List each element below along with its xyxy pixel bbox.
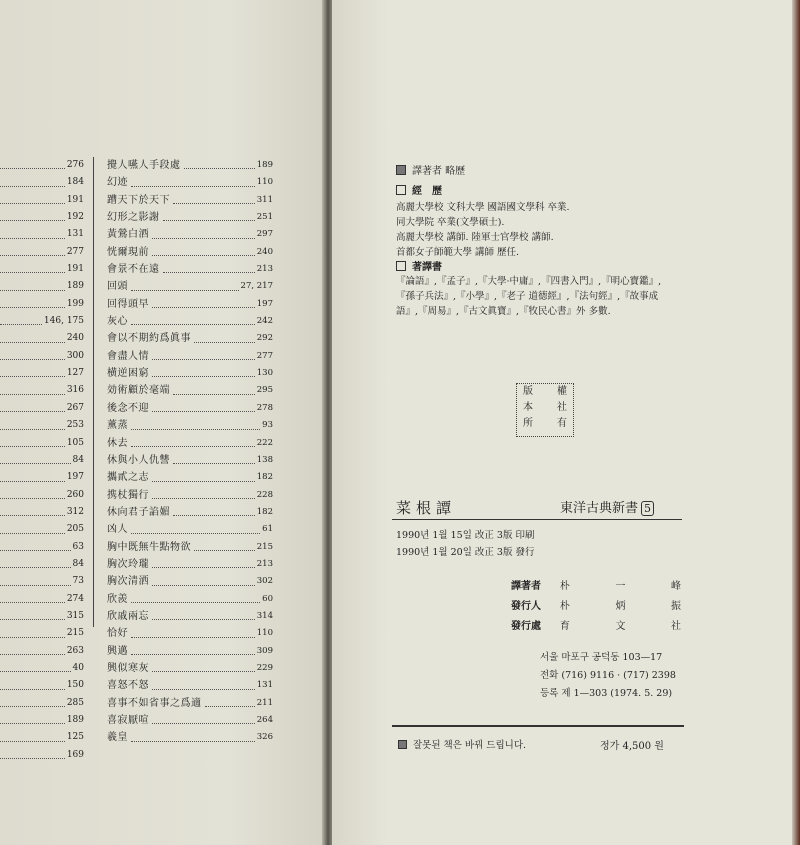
series-name: 東洋古典新書 5 bbox=[560, 497, 654, 516]
index-row bbox=[0, 417, 84, 434]
price: 정가 4,500 원 bbox=[600, 741, 664, 752]
leader-dots bbox=[131, 428, 260, 430]
index-page-number: 184 bbox=[66, 177, 84, 188]
index-page-number: 285 bbox=[66, 697, 84, 708]
works-line: 『孫子兵法』,『小學』,『老子 道德經』,『法句經』,『故事成 bbox=[396, 291, 659, 302]
index-row bbox=[107, 660, 273, 677]
leader-dots bbox=[0, 167, 65, 169]
index-row bbox=[107, 382, 273, 399]
index-row bbox=[107, 608, 273, 625]
index-row bbox=[107, 573, 273, 590]
index-entry-title: 胸次清洒 bbox=[107, 576, 149, 588]
index-page-number: 316 bbox=[66, 385, 84, 396]
index-entry-page: 131 bbox=[256, 680, 273, 691]
index-page-number: 312 bbox=[66, 506, 84, 517]
index-row bbox=[0, 435, 84, 452]
index-row bbox=[0, 330, 84, 347]
index-row bbox=[0, 695, 84, 712]
index-entry-page: 189 bbox=[256, 160, 273, 170]
index-entry-page: 229 bbox=[256, 662, 273, 673]
index-page-number: 84 bbox=[72, 454, 84, 465]
index-entry-title: 凶人 bbox=[107, 524, 128, 536]
index-page-number: 40 bbox=[72, 662, 84, 673]
index-entry-page: 264 bbox=[256, 715, 273, 725]
footer-rule bbox=[392, 725, 684, 727]
index-row bbox=[107, 174, 273, 191]
index-page-number: 105 bbox=[66, 437, 84, 448]
index-row bbox=[0, 382, 84, 399]
index-row bbox=[0, 261, 84, 278]
index-entry-title: 黃鶯白酒 bbox=[107, 229, 149, 241]
leader-dots bbox=[0, 410, 65, 412]
index-row bbox=[0, 643, 84, 660]
credit-publishing-house: 發行處 育 文 社 bbox=[511, 621, 681, 632]
column-divider bbox=[93, 157, 94, 627]
index-entry-title: 欣羨 bbox=[107, 593, 128, 605]
index-row bbox=[0, 296, 84, 313]
leader-dots bbox=[0, 185, 65, 187]
leader-dots bbox=[0, 601, 65, 603]
index-row bbox=[0, 244, 84, 261]
index-row bbox=[107, 469, 273, 486]
index-entry-page: 314 bbox=[256, 610, 273, 621]
index-entry-page: 27, 217 bbox=[240, 281, 273, 292]
index-page-number: 189 bbox=[66, 281, 84, 292]
leader-dots bbox=[152, 410, 255, 412]
leader-dots bbox=[173, 462, 255, 464]
index-page-number: 240 bbox=[66, 333, 84, 344]
leader-dots bbox=[0, 480, 65, 482]
index-page-column bbox=[0, 157, 84, 764]
index-entry-title: 喜怒不怒 bbox=[107, 680, 149, 692]
index-entry-title: 興邁 bbox=[107, 645, 128, 657]
footer-note: 잘못된 책은 바꿔 드립니다. bbox=[398, 737, 526, 751]
index-row bbox=[107, 365, 273, 382]
index-row bbox=[0, 573, 84, 590]
index-row bbox=[107, 244, 273, 261]
index-row bbox=[107, 278, 273, 295]
index-page-number: 199 bbox=[66, 298, 84, 309]
leader-dots bbox=[0, 653, 65, 655]
index-row bbox=[107, 556, 273, 573]
leader-dots bbox=[0, 532, 65, 534]
index-page-number: 192 bbox=[66, 212, 84, 223]
index-row bbox=[107, 226, 273, 243]
index-entry-page: 182 bbox=[256, 472, 273, 483]
index-row bbox=[0, 591, 84, 608]
leader-dots bbox=[0, 670, 71, 672]
leader-dots bbox=[152, 497, 255, 499]
index-entry-page: 130 bbox=[256, 368, 273, 379]
index-entry-title: 休向君子諂媚 bbox=[107, 506, 170, 518]
title-rule bbox=[392, 519, 682, 520]
index-row bbox=[107, 330, 273, 347]
career-line: 同大學院 卒業(文學碩士). bbox=[396, 217, 505, 228]
index-page-number: 263 bbox=[66, 645, 84, 656]
index-page-number: 127 bbox=[66, 368, 84, 379]
index-entry-title: 横逆困窮 bbox=[107, 368, 149, 380]
leader-dots bbox=[0, 323, 42, 325]
leader-dots bbox=[0, 722, 65, 724]
index-entry-page: 138 bbox=[256, 454, 273, 465]
index-row bbox=[0, 452, 84, 469]
index-row bbox=[107, 296, 273, 313]
index-entry-title: 胸中既無牛點物欲 bbox=[107, 541, 191, 553]
index-page-number: 197 bbox=[66, 472, 84, 483]
index-row bbox=[107, 452, 273, 469]
copyright-box: 版 權 本 社 所 有 bbox=[516, 383, 574, 437]
leader-dots bbox=[152, 618, 255, 620]
leader-dots bbox=[152, 358, 255, 360]
index-page-number: 84 bbox=[72, 558, 84, 569]
index-page-number: 191 bbox=[66, 264, 84, 275]
leader-dots bbox=[0, 254, 65, 256]
index-entry-page: 197 bbox=[256, 298, 273, 309]
leader-dots bbox=[0, 636, 65, 638]
filled-square-icon bbox=[398, 740, 407, 749]
index-entry-page: 215 bbox=[256, 541, 273, 552]
leader-dots bbox=[131, 636, 255, 638]
index-entry-column bbox=[107, 157, 273, 747]
leader-dots bbox=[0, 358, 65, 360]
index-page-number: 267 bbox=[66, 402, 84, 413]
index-row bbox=[0, 348, 84, 365]
index-row bbox=[0, 712, 84, 729]
leader-dots bbox=[194, 341, 255, 343]
index-entry-title: 効術顧於毫端 bbox=[107, 385, 170, 397]
leader-dots bbox=[0, 202, 65, 204]
leader-dots bbox=[131, 532, 260, 534]
works-list bbox=[396, 274, 661, 319]
leader-dots bbox=[152, 306, 255, 308]
index-row bbox=[0, 625, 84, 642]
leader-dots bbox=[152, 375, 255, 377]
index-entry-title: 攜貳之志 bbox=[107, 472, 149, 484]
index-page-number: 189 bbox=[66, 715, 84, 725]
career-line: 高麗大學校 講師. 陸軍士官學校 講師. bbox=[396, 232, 554, 243]
index-entry-page: 110 bbox=[256, 177, 273, 188]
leader-dots bbox=[131, 740, 255, 742]
left-page bbox=[0, 0, 325, 845]
index-page-number: 300 bbox=[66, 350, 84, 361]
index-row bbox=[107, 677, 273, 694]
index-row bbox=[0, 487, 84, 504]
index-row bbox=[107, 487, 273, 504]
leader-dots bbox=[0, 584, 71, 586]
index-row bbox=[0, 278, 84, 295]
index-row bbox=[107, 417, 273, 434]
leader-dots bbox=[0, 757, 65, 759]
index-entry-page: 302 bbox=[256, 576, 273, 587]
leader-dots bbox=[0, 549, 71, 551]
index-entry-page: 110 bbox=[256, 628, 273, 639]
leader-dots bbox=[0, 740, 65, 742]
index-row bbox=[107, 591, 273, 608]
index-entry-title: 恍爾現前 bbox=[107, 246, 149, 258]
leader-dots bbox=[0, 428, 65, 430]
index-entry-page: 278 bbox=[256, 402, 273, 413]
career-line: 首都女子師範大學 講師 歷任. bbox=[396, 247, 520, 258]
index-entry-page: 182 bbox=[256, 506, 273, 517]
index-page-number: 63 bbox=[72, 541, 84, 552]
translator-heading: 譯著者 略歷 bbox=[396, 165, 465, 180]
index-entry-page: 93 bbox=[262, 420, 273, 431]
leader-dots bbox=[0, 289, 65, 291]
career-list bbox=[396, 200, 570, 260]
leader-dots bbox=[0, 705, 65, 707]
index-row bbox=[0, 556, 84, 573]
leader-dots bbox=[152, 688, 255, 690]
leader-dots bbox=[173, 514, 255, 516]
leader-dots bbox=[163, 219, 255, 221]
leader-dots bbox=[0, 393, 65, 395]
works-line: 語』,『周易』,『古文眞寶』,『牧民心書』外 多數. bbox=[396, 306, 611, 317]
index-entry-title: 後念不迎 bbox=[107, 402, 149, 414]
leader-dots bbox=[0, 271, 65, 273]
index-row bbox=[0, 539, 84, 556]
leader-dots bbox=[152, 254, 255, 256]
index-entry-page: 297 bbox=[256, 229, 273, 240]
square-icon bbox=[396, 261, 406, 271]
index-page-number: 205 bbox=[66, 524, 84, 535]
leader-dots bbox=[0, 341, 65, 343]
leader-dots bbox=[152, 237, 255, 239]
leader-dots bbox=[152, 480, 255, 482]
index-row bbox=[107, 729, 273, 746]
index-entry-title: 恰好 bbox=[107, 628, 128, 640]
index-row bbox=[107, 521, 273, 538]
leader-dots bbox=[0, 237, 65, 239]
leader-dots bbox=[131, 185, 255, 187]
index-row bbox=[107, 504, 273, 521]
index-row bbox=[0, 660, 84, 677]
index-row bbox=[107, 157, 273, 174]
index-entry-title: 休去 bbox=[107, 437, 128, 449]
index-entry-page: 311 bbox=[256, 194, 273, 205]
career-line: 高麗大學校 文科大學 國語國文學科 卒業. bbox=[396, 202, 570, 213]
index-row bbox=[107, 712, 273, 729]
credit-publisher: 發行人 朴 炳 振 bbox=[511, 601, 681, 612]
leader-dots bbox=[173, 393, 255, 395]
index-entry-page: 277 bbox=[256, 350, 273, 361]
registration: 등록 제 1—303 (1974. 5. 29) bbox=[540, 688, 673, 699]
index-page-number: 215 bbox=[66, 628, 84, 639]
index-page-number: 73 bbox=[72, 576, 84, 587]
index-entry-page: 242 bbox=[256, 316, 273, 327]
index-entry-page: 60 bbox=[262, 593, 273, 604]
leader-dots bbox=[0, 306, 65, 308]
leader-dots bbox=[152, 722, 255, 724]
leader-dots bbox=[131, 653, 255, 655]
index-row bbox=[0, 226, 84, 243]
index-row bbox=[107, 348, 273, 365]
index-entry-title: 羲皇 bbox=[107, 732, 128, 744]
index-entry-title: 回得頭早 bbox=[107, 298, 149, 310]
leader-dots bbox=[152, 584, 255, 586]
leader-dots bbox=[152, 670, 255, 672]
filled-square-icon bbox=[396, 165, 406, 175]
leader-dots bbox=[184, 167, 255, 169]
index-entry-title: 回頭 bbox=[107, 281, 128, 293]
index-entry-page: 309 bbox=[256, 645, 273, 656]
square-icon bbox=[396, 185, 406, 195]
index-row bbox=[107, 625, 273, 642]
leader-dots bbox=[0, 514, 65, 516]
leader-dots bbox=[0, 219, 65, 221]
phone: 전화 (716) 9116 · (717) 2398 bbox=[540, 670, 676, 681]
leader-dots bbox=[0, 688, 65, 690]
publish-date: 1990년 1월 20일 改正 3版 發行 bbox=[396, 547, 535, 558]
index-entry-title: 喜寂厭喧 bbox=[107, 715, 149, 726]
print-date: 1990년 1월 15일 改正 3版 印刷 bbox=[396, 530, 535, 541]
index-entry-title: 喜事不如省事之爲適 bbox=[107, 697, 202, 709]
series-number: 5 bbox=[641, 501, 654, 516]
index-entry-title: 携杖獨行 bbox=[107, 489, 149, 501]
index-page-number: 277 bbox=[66, 246, 84, 257]
works-heading: 著譯書 bbox=[396, 261, 442, 276]
works-line: 『論語』,『孟子』,『大學·中庸』,『四書入門』,『明心寶鑑』, bbox=[396, 276, 662, 287]
index-row bbox=[107, 695, 273, 712]
index-page-number: 191 bbox=[66, 194, 84, 205]
index-page-number: 146, 175 bbox=[43, 316, 84, 327]
leader-dots bbox=[163, 271, 255, 273]
index-row bbox=[0, 521, 84, 538]
leader-dots bbox=[131, 601, 260, 603]
index-row bbox=[0, 400, 84, 417]
index-row bbox=[0, 209, 84, 226]
index-page-number: 274 bbox=[66, 593, 84, 604]
index-row bbox=[0, 729, 84, 746]
credit-translator: 譯著者 朴 一 峰 bbox=[511, 581, 681, 592]
leader-dots bbox=[205, 705, 255, 707]
index-entry-page: 213 bbox=[256, 558, 273, 569]
index-entry-page: 326 bbox=[256, 732, 273, 743]
index-entry-page: 61 bbox=[262, 524, 273, 535]
index-entry-page: 211 bbox=[256, 697, 273, 708]
index-row bbox=[107, 435, 273, 452]
leader-dots bbox=[131, 323, 255, 325]
index-page-number: 150 bbox=[66, 680, 84, 691]
index-page-number: 260 bbox=[66, 489, 84, 500]
index-page-number: 253 bbox=[66, 420, 84, 431]
career-heading: 經 歷 bbox=[396, 185, 442, 200]
index-row bbox=[0, 469, 84, 486]
leader-dots bbox=[0, 618, 65, 620]
index-row bbox=[107, 539, 273, 556]
index-row bbox=[107, 400, 273, 417]
address: 서울 마포구 공덕동 103—17 bbox=[540, 652, 663, 663]
leader-dots bbox=[173, 202, 255, 204]
index-row bbox=[0, 747, 84, 764]
index-row bbox=[0, 157, 84, 174]
index-entry-title: 薰蒸 bbox=[107, 420, 128, 432]
index-page-number: 125 bbox=[66, 732, 84, 743]
index-entry-title: 蹧天下於天下 bbox=[107, 194, 170, 206]
leader-dots bbox=[131, 445, 255, 447]
leader-dots bbox=[0, 375, 65, 377]
index-row bbox=[0, 365, 84, 382]
index-entry-title: 幻迹 bbox=[107, 177, 128, 189]
index-row bbox=[0, 313, 84, 330]
index-row bbox=[0, 504, 84, 521]
index-entry-page: 240 bbox=[256, 246, 273, 257]
index-entry-title: 欣戚兩忘 bbox=[107, 610, 149, 622]
index-row bbox=[0, 608, 84, 625]
index-entry-page: 213 bbox=[256, 264, 273, 275]
index-entry-title: 幻形之影謝 bbox=[107, 212, 160, 224]
index-entry-page: 292 bbox=[256, 333, 273, 344]
index-entry-page: 228 bbox=[256, 489, 273, 500]
index-entry-title: 灰心 bbox=[107, 316, 128, 328]
index-entry-title: 會景不在遠 bbox=[107, 264, 160, 276]
leader-dots bbox=[0, 462, 71, 464]
leader-dots bbox=[0, 445, 65, 447]
index-row bbox=[0, 192, 84, 209]
index-row bbox=[107, 643, 273, 660]
leader-dots bbox=[152, 566, 255, 568]
leader-dots bbox=[194, 549, 255, 551]
leader-dots bbox=[0, 497, 65, 499]
index-entry-title: 胸次玲瓏 bbox=[107, 558, 149, 570]
index-row bbox=[107, 209, 273, 226]
index-entry-title: 攪人嚥人手段處 bbox=[107, 160, 181, 171]
index-entry-page: 222 bbox=[256, 437, 273, 448]
index-entry-page: 295 bbox=[256, 385, 273, 396]
index-row bbox=[107, 313, 273, 330]
leader-dots bbox=[131, 289, 239, 291]
index-page-number: 169 bbox=[66, 749, 84, 760]
leader-dots bbox=[0, 566, 71, 568]
index-row bbox=[0, 174, 84, 191]
index-row bbox=[107, 261, 273, 278]
index-entry-title: 會以不期約爲眞事 bbox=[107, 333, 191, 345]
book-title: 菜根譚 bbox=[396, 499, 457, 517]
index-entry-title: 休與小人仇讐 bbox=[107, 454, 170, 466]
index-row bbox=[107, 192, 273, 209]
index-row bbox=[0, 677, 84, 694]
index-page-number: 131 bbox=[66, 229, 84, 240]
index-entry-title: 興似寒灰 bbox=[107, 662, 149, 674]
index-page-number: 276 bbox=[66, 160, 84, 170]
index-entry-page: 251 bbox=[256, 212, 273, 223]
index-entry-title: 會盡人情 bbox=[107, 350, 149, 362]
index-page-number: 315 bbox=[66, 610, 84, 621]
page-edge bbox=[792, 0, 800, 845]
